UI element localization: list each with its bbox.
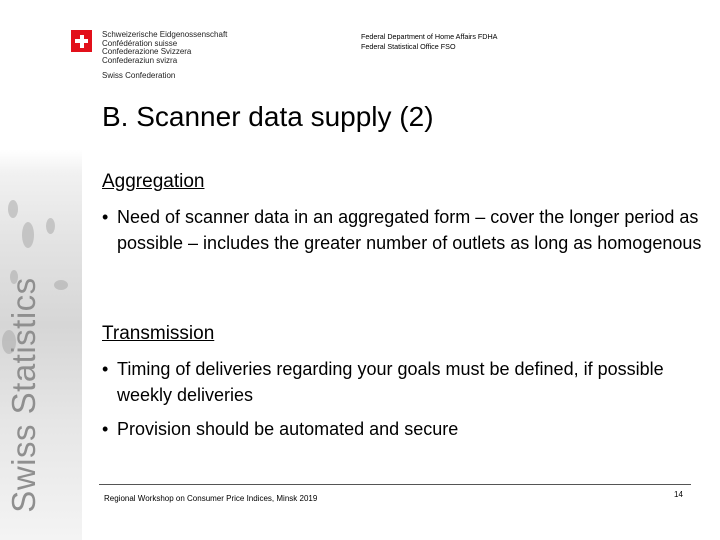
bullet-dot: • (102, 419, 109, 439)
footer-divider (99, 484, 691, 485)
side-label-text: Swiss Statistics (5, 277, 42, 513)
confederation-names (102, 31, 227, 81)
bullet-dot: • (102, 359, 109, 379)
bullet-text: Provision should be automated and secure (117, 419, 459, 439)
slide-title: B. Scanner data supply (2) (102, 101, 434, 132)
section-heading-transmission: Transmission (102, 323, 215, 344)
confederation-line: Confederaziun svizra (102, 55, 178, 65)
bullet-text: Need of scanner data in an aggregated form – cover the longer period as possible – includes the greater number of outlets as long as homogenous (117, 207, 702, 253)
bullet-item (102, 204, 702, 256)
swiss-statistics-side-label (2, 277, 46, 513)
office-line: Federal Statistical Office FSO (361, 42, 456, 51)
bullet-text: Timing of deliveries regarding your goals must be defined, if possible weekly deliveries (117, 359, 664, 405)
confederation-line: Confederazione Svizzera (102, 47, 192, 57)
bullet-item (102, 356, 702, 408)
confederation-english: Swiss Confederation (102, 71, 176, 81)
department-info (361, 32, 497, 52)
section-heading-aggregation: Aggregation (102, 171, 205, 192)
confederation-line: Schweizerische Eidgenossenschaft (102, 30, 228, 39)
bullet-item (102, 416, 702, 442)
confederation-line: Confédération suisse (102, 38, 178, 48)
page-number: 14 (674, 490, 683, 499)
department-line: Federal Department of Home Affairs FDHA (361, 32, 498, 41)
bullet-dot: • (102, 207, 109, 227)
swiss-flag-logo (71, 30, 92, 52)
footer-text: Regional Workshop on Consumer Price Indices, Minsk 2019 (104, 494, 318, 503)
